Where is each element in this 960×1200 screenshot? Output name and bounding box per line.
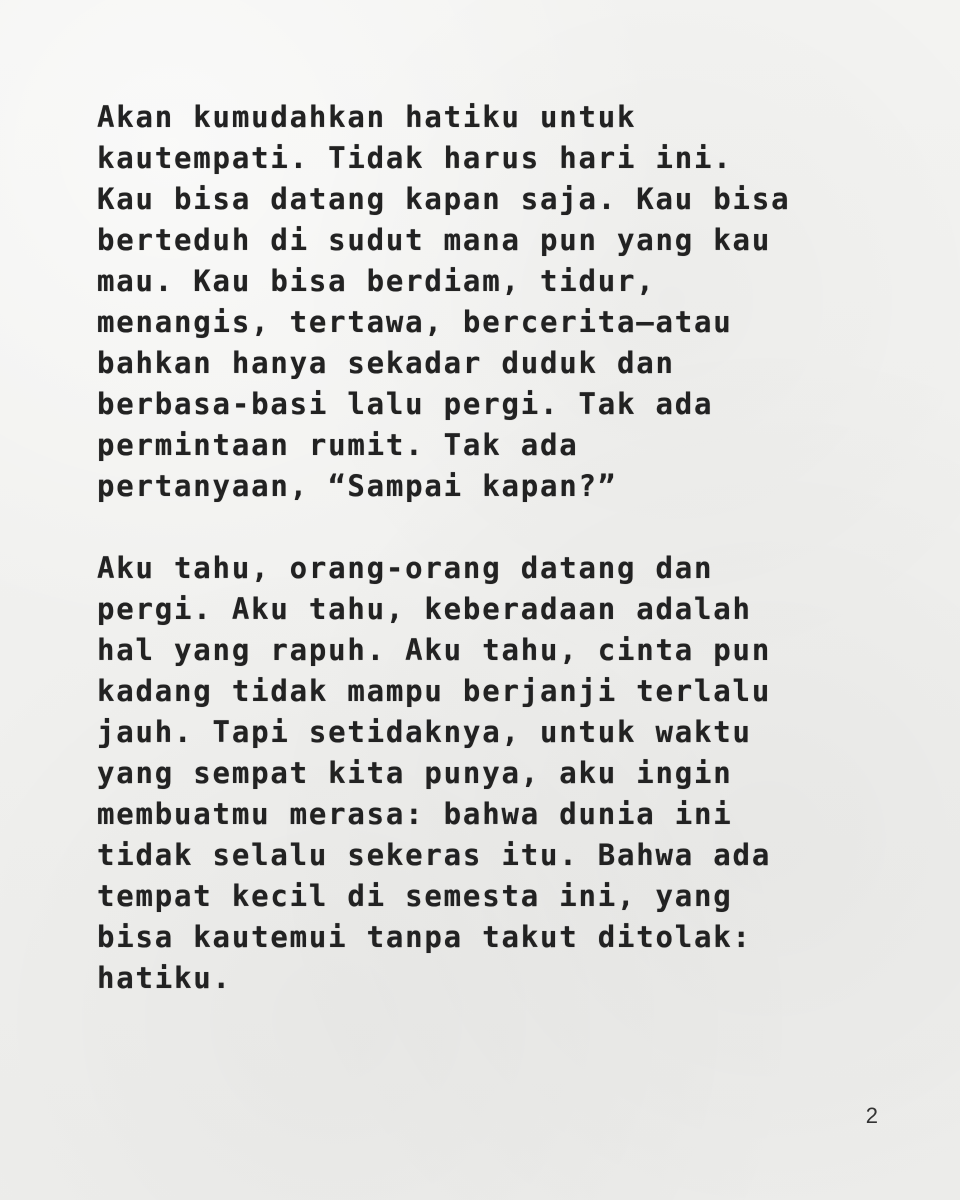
page-number: 2 <box>865 1103 878 1128</box>
text-line: berbasa-basi lalu pergi. Tak ada <box>97 387 714 421</box>
body-text <box>97 97 877 999</box>
paragraph-2 <box>97 548 877 999</box>
text-line: berteduh di sudut mana pun yang kau <box>97 223 772 257</box>
text-line: bahkan hanya sekadar duduk dan <box>97 346 675 380</box>
text-line: pergi. Aku tahu, keberadaan adalah <box>97 592 752 626</box>
text-line: membuatmu merasa: bahwa dunia ini <box>97 797 733 831</box>
text-line: kadang tidak mampu berjanji terlalu <box>97 674 772 708</box>
text-line: jauh. Tapi setidaknya, untuk waktu <box>97 715 752 749</box>
text-line: Aku tahu, orang-orang datang dan <box>97 551 714 585</box>
text-line: kautempati. Tidak harus hari ini. <box>97 141 733 175</box>
text-line: hatiku. <box>97 961 232 995</box>
text-line: yang sempat kita punya, aku ingin <box>97 756 733 790</box>
text-line: Akan kumudahkan hatiku untuk <box>97 100 637 134</box>
text-line: Kau bisa datang kapan saja. Kau bisa <box>97 182 791 216</box>
paragraph-1 <box>97 97 877 507</box>
text-line: menangis, tertawa, bercerita—atau <box>97 305 733 339</box>
text-line: pertanyaan, “Sampai kapan?” <box>97 469 618 503</box>
text-line: bisa kautemui tanpa takut ditolak: <box>97 920 752 954</box>
text-line: tempat kecil di semesta ini, yang <box>97 879 733 913</box>
text-line: permintaan rumit. Tak ada <box>97 428 579 462</box>
text-line: tidak selalu sekeras itu. Bahwa ada <box>97 838 772 872</box>
paragraph-gap <box>97 507 877 548</box>
text-line: hal yang rapuh. Aku tahu, cinta pun <box>97 633 772 667</box>
text-line: mau. Kau bisa berdiam, tidur, <box>97 264 656 298</box>
